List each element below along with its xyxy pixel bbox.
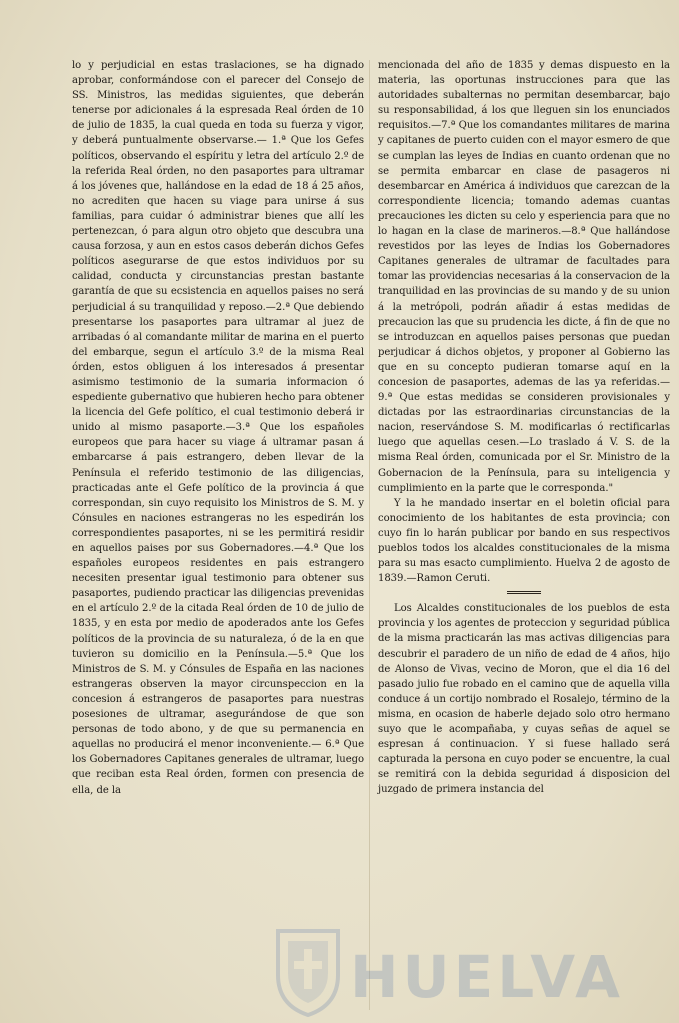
right-text-column	[378, 58, 670, 798]
archive-watermark	[270, 925, 625, 1020]
missing-child-notice-paragraph: Los Alcaldes constitucionales de los pueblos de esta provincia y los agentes de proteccion y seguridad pública de la misma practicarán las mas activas diligencias para descubrir el paradero de un niño de edad de 4 años, hijo de Alonso de Vivas, vecino de Moron, que el dia 16 del pasado julio fue robado en el camino que de aquella villa conduce á un cortijo nombrado el Rosalejo, término de la misma, en ocasion de haberle dejado solo otro hermano suyo que le acompañaba, y cuyas señas de aquel se espresan á continuacion. Y si fuese hallado será capturada la persona en cuyo poder se encuentre, la cual se remitirá con la debida seguridad á disposicion del juzgado de primera instancia del	[378, 603, 670, 796]
section-divider	[507, 591, 541, 594]
watermark-text: HUELVA	[350, 943, 625, 1011]
publication-order-paragraph: Y la he mandado insertar en el boletin oficial para conocimiento de los habitantes de esta provincia; con cuyo fin lo harán publicar por bando en sus respectivos pueblos todos los alcaldes constitucionales de la misma para su mas esacto cumplimiento. Huelva 2 de agosto de 1839.—Ramon Ceruti.	[378, 497, 670, 585]
left-text-column	[72, 58, 364, 798]
decree-continuation-paragraph: mencionada del año de 1835 y demas dispuesto en la materia, las oportunas instrucciones para que las autoridades subalternas no permitan desembarcar, bajo su responsabilidad, á los que lleguen sin los enunciados requisitos.—7.ª Que los comandantes militares de marina y capitanes de puerto cuiden con el mayor esmero de que se cumplan las leyes de Indias en cuanto ordenan que no se permita embarcar en clase de pasageros ni desembarcar en América á individuos que carezcan de la correspondiente licencia; tomando ademas cuantas precauciones les dicten su celo y esperiencia para que no lo hagan en la clase de marineros.—8.ª Que hallándose revestidos por las leyes de Indias los Gobernadores Capitanes generales de ultramar de facultades para tomar las providencias necesarias á la conservacion de la tranquilidad en las provincias de su mando y de su union á la metrópoli, podrán añadir á estas medidas de precaucion las que su prudencia les dicte, á fin de que no se introduzcan en aquellos paises personas que puedan perjudicar á dichos objetos, y proponer al Gobierno las que en su concepto pudieran tomarse aquí en la concesion de pasaportes, ademas de las ya referidas.—9.ª Que estas medidas se consideren provisionales y dictadas por las estraordinarias circunstancias de la nacion, reservándose S. M. modificarlas ó rectificarlas luego que aquellas cesen.—Lo traslado á V. S. de la misma Real órden, comunicada por el Sr. Ministro de la Gobernacion de la Península, para su inteligencia y cumplimiento en la parte que le corresponda."	[378, 60, 670, 494]
left-column-text: lo y perjudicial en estas traslaciones, se ha dignado aprobar, conformándose con el parecer del Consejo de SS. Ministros, las medidas siguientes, que deberán tenerse por adicionales á la espresada Real órden de 10 de julio de 1835, la cual queda en toda su fuerza y vigor, y deberá puntualmente observarse.— 1.ª Que los Gefes políticos, observando el espíritu y letra del artículo 2.º de la referida Real órden, no den pasaportes para ultramar á los jóvenes que, hallándose en la edad de 18 á 25 años, no acrediten que hacen su viage para unirse á sus familias, para cuidar ó administrar bienes que allí les pertenezcan, ó para algun otro objeto que descubra una causa forzosa, y aun en estos casos deberán dichos Gefes políticos asegurarse de que estos individuos por su calidad, conducta y circunstancias prestan bastante garantía de que su ecsistencia en aquellos paises no será perjudicial á su tranquilidad y reposo.—2.ª Que debiendo presentarse los pasaportes para ultramar al juez de arribadas ó al comandante militar de marina en el puerto del embarque, segun el artículo 3.º de la misma Real órden, estos obliguen á los interesados á presentar asimismo testimonio de la sumaria informacion ó espediente gubernativo que hubieren hecho para obtener la licencia del Gefe político, el cual testimonio deberá ir unido al mismo pasaporte.—3.ª Que los españoles europeos que para hacer su viage á ultramar pasan á embarcarse á pais estrangero, deben llevar de la Península el referido testimonio de las diligencias, practicadas ante el Gefe político de la provincia á que correspondan, sin cuyo requisito los Ministros de S. M. y Cónsules en naciones estrangeras no les espedirán los correspondientes pasaportes, ni se les permitirá residir en aquellos paises por sus Gobernadores.—4.ª Que los españoles europeos residentes en pais estrangero necesiten presentar igual testimonio para obtener sus pasaportes, pudiendo practicar las diligencias prevenidas en el artículo 2.º de la citada Real órden de 10 de julio de 1835, y en esta por medio de apoderados ante los Gefes políticos de la provincia de su naturaleza, ó de la en que tuvieron su domicilio en la Península.—5.ª Que los Ministros de S. M. y Cónsules de España en las naciones estrangeras observen la mayor circunspeccion en la concesion á estrangeros de pasaportes para nuestras posesiones de ultramar, asegurándose de que son personas de todo abono, y de que su permanencia en aquellas no producirá el menor inconveniente.— 6.ª Que los Gobernadores Capitanes generales de ultramar, luego que reciban esta Real órden, formen con presencia de ella, de la	[72, 60, 364, 796]
column-separator	[369, 60, 370, 1010]
coat-of-arms-icon	[270, 925, 346, 1017]
